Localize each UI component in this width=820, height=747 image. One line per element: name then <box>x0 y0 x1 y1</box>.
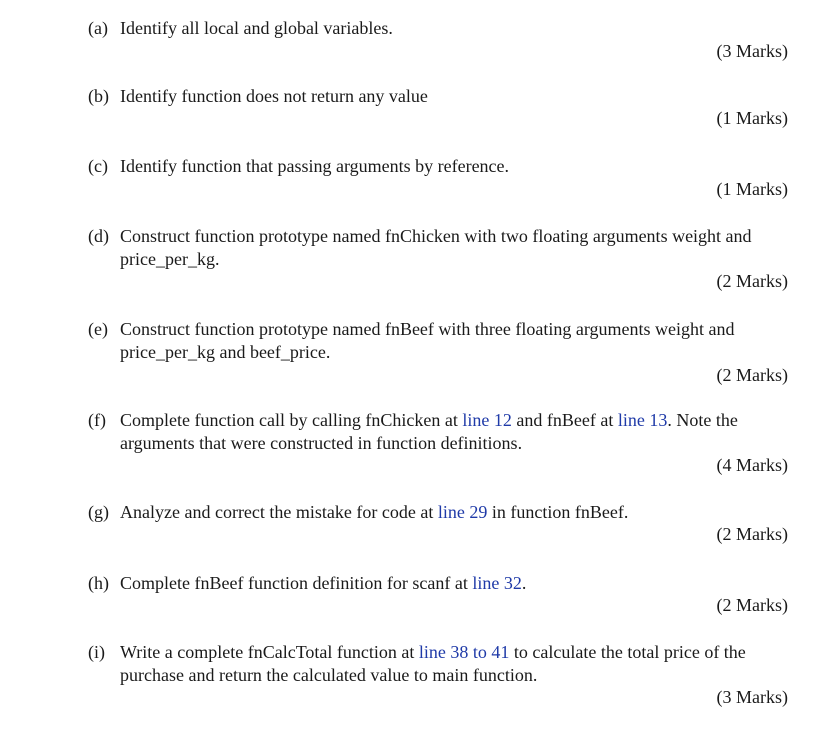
line-reference: line 32 <box>472 573 522 593</box>
line-reference: line 38 to 41 <box>418 642 510 662</box>
question-label: (h) <box>88 573 109 593</box>
question-text: Construct function prototype named fnChicken with two floating arguments weight and price_per_kg. <box>120 226 752 269</box>
question-label: (e) <box>88 319 108 339</box>
question-text: Identify function that passing arguments by reference. <box>120 156 510 176</box>
question-label: (c) <box>88 156 108 176</box>
text-segment: Write a complete fnCalcTotal function at <box>120 642 419 662</box>
question-label: (d) <box>88 226 109 246</box>
line-reference: line 13 <box>617 410 668 430</box>
marks: (3 Marks) <box>716 687 788 707</box>
text-segment: Analyze and correct the mistake for code at <box>120 502 438 522</box>
question-label: (b) <box>88 86 109 106</box>
text-segment: to calculate the total price of the purchase and return the calculated value to main function. <box>120 642 746 685</box>
question-text: Identify all local and global variables. <box>120 18 393 38</box>
marks: (2 Marks) <box>716 595 788 615</box>
text-segment: . <box>521 573 527 593</box>
question-label: (a) <box>88 18 108 38</box>
marks: (4 Marks) <box>716 455 788 475</box>
question-text <box>120 572 795 595</box>
marks: (2 Marks) <box>716 271 788 291</box>
text-segment: and fnBeef at <box>511 410 618 430</box>
text-segment: Complete function call by calling fnChicken at <box>120 410 463 430</box>
marks: (1 Marks) <box>716 179 788 199</box>
line-reference: line 12 <box>462 410 512 430</box>
text-segment: . Note the arguments that were constructed in function definitions. <box>120 410 738 453</box>
question-label: (i) <box>88 642 105 662</box>
question-label: (g) <box>88 502 109 522</box>
question-label: (f) <box>88 410 106 430</box>
text-segment: Complete fnBeef function definition for scanf at <box>120 573 473 593</box>
marks: (2 Marks) <box>716 365 788 385</box>
question-text <box>120 641 795 687</box>
line-reference: line 29 <box>437 502 488 522</box>
marks: (2 Marks) <box>716 524 788 544</box>
question-text: Construct function prototype named fnBeef with three floating arguments weight and price_per_kg and beef_price. <box>120 319 735 362</box>
marks: (1 Marks) <box>716 108 788 128</box>
question-text <box>120 409 795 455</box>
marks: (3 Marks) <box>716 41 788 61</box>
question-text <box>120 501 795 524</box>
question-text: Identify function does not return any value <box>120 86 428 106</box>
text-segment: in function fnBeef. <box>487 502 629 522</box>
